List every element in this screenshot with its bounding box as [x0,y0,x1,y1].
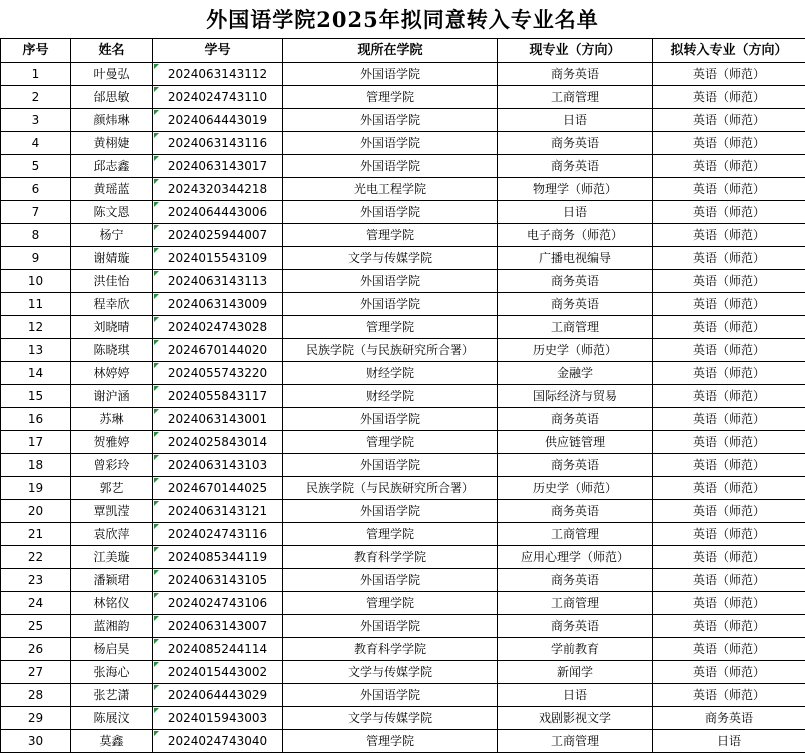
student-id-cell: 2024024743040 [153,730,283,753]
college-cell: 外国语学院 [283,109,498,132]
table-row [1,707,805,730]
table-row [1,523,805,546]
seq-cell: 27 [1,661,71,684]
name-cell: 袁欣萍 [71,523,153,546]
current-major-cell: 物理学（师范） [498,178,653,201]
seq-cell: 30 [1,730,71,753]
seq-cell: 8 [1,224,71,247]
table-row [1,316,805,339]
college-cell: 外国语学院 [283,155,498,178]
target-major-cell: 英语（师范） [653,684,805,707]
current-major-cell: 日语 [498,109,653,132]
table-row [1,155,805,178]
college-cell: 文学与传媒学院 [283,661,498,684]
table-row [1,224,805,247]
name-cell: 陈文恩 [71,201,153,224]
student-id-cell: 2024063143121 [153,500,283,523]
target-major-cell: 英语（师范） [653,339,805,362]
seq-cell: 1 [1,63,71,86]
table-row [1,477,805,500]
current-major-cell: 工商管理 [498,730,653,753]
seq-cell: 9 [1,247,71,270]
name-cell: 程幸欣 [71,293,153,316]
name-cell: 潘颖珺 [71,569,153,592]
current-major-cell: 商务英语 [498,408,653,431]
target-major-cell: 英语（师范） [653,500,805,523]
college-cell: 外国语学院 [283,500,498,523]
table-row [1,339,805,362]
seq-cell: 2 [1,86,71,109]
page-title: 外国语学院2025年拟同意转入专业名单 [206,7,599,32]
seq-cell: 17 [1,431,71,454]
seq-cell: 21 [1,523,71,546]
seq-cell: 11 [1,293,71,316]
target-major-cell: 英语（师范） [653,546,805,569]
target-major-cell: 英语（师范） [653,638,805,661]
current-major-cell: 历史学（师范） [498,339,653,362]
current-major-cell: 商务英语 [498,63,653,86]
name-cell: 郭艺 [71,477,153,500]
target-major-cell: 英语（师范） [653,592,805,615]
current-major-cell: 学前教育 [498,638,653,661]
college-cell: 财经学院 [283,385,498,408]
current-major-cell: 电子商务（师范） [498,224,653,247]
seq-cell: 18 [1,454,71,477]
name-cell: 林婷婷 [71,362,153,385]
seq-cell: 12 [1,316,71,339]
student-id-cell: 2024085344119 [153,546,283,569]
table-row [1,132,805,155]
table-row [1,500,805,523]
current-major-cell: 金融学 [498,362,653,385]
name-cell: 邰思敏 [71,86,153,109]
student-id-cell: 2024015543109 [153,247,283,270]
target-major-cell: 英语（师范） [653,224,805,247]
student-id-cell: 2024085244114 [153,638,283,661]
transfer-list-table [0,38,805,753]
current-major-cell: 商务英语 [498,615,653,638]
student-id-cell: 2024024743106 [153,592,283,615]
seq-cell: 19 [1,477,71,500]
current-major-cell: 应用心理学（师范） [498,546,653,569]
student-id-cell: 2024063143009 [153,293,283,316]
student-id-cell: 2024055843117 [153,385,283,408]
college-cell: 民族学院（与民族研究所合署） [283,339,498,362]
college-cell: 民族学院（与民族研究所合署） [283,477,498,500]
current-major-cell: 商务英语 [498,155,653,178]
name-cell: 谢婧璇 [71,247,153,270]
table-row [1,431,805,454]
target-major-cell: 英语（师范） [653,178,805,201]
college-cell: 管理学院 [283,730,498,753]
header-seq: 序号 [1,39,71,63]
name-cell: 黄栩婕 [71,132,153,155]
current-major-cell: 国际经济与贸易 [498,385,653,408]
current-major-cell: 商务英语 [498,270,653,293]
target-major-cell: 英语（师范） [653,408,805,431]
name-cell: 洪佳怡 [71,270,153,293]
college-cell: 管理学院 [283,523,498,546]
target-major-cell: 商务英语 [653,707,805,730]
target-major-cell: 英语（师范） [653,132,805,155]
student-id-cell: 2024063143116 [153,132,283,155]
current-major-cell: 广播电视编导 [498,247,653,270]
current-major-cell: 工商管理 [498,523,653,546]
target-major-cell: 英语（师范） [653,201,805,224]
table-row [1,638,805,661]
table-row [1,546,805,569]
name-cell: 覃凯滢 [71,500,153,523]
name-cell: 江美璇 [71,546,153,569]
current-major-cell: 日语 [498,684,653,707]
target-major-cell: 英语（师范） [653,454,805,477]
target-major-cell: 英语（师范） [653,477,805,500]
college-cell: 管理学院 [283,592,498,615]
student-id-cell: 2024064443029 [153,684,283,707]
table-row [1,362,805,385]
student-id-cell: 2024670144020 [153,339,283,362]
current-major-cell: 供应链管理 [498,431,653,454]
target-major-cell: 英语（师范） [653,362,805,385]
table-row [1,454,805,477]
header-current-college: 现所在学院 [283,39,498,63]
name-cell: 张海心 [71,661,153,684]
student-id-cell: 2024063143113 [153,270,283,293]
student-id-cell: 2024015443002 [153,661,283,684]
table-row [1,661,805,684]
current-major-cell: 历史学（师范） [498,477,653,500]
seq-cell: 26 [1,638,71,661]
current-major-cell: 商务英语 [498,454,653,477]
table-row [1,270,805,293]
name-cell: 杨启昊 [71,638,153,661]
college-cell: 外国语学院 [283,293,498,316]
header-student-id: 学号 [153,39,283,63]
seq-cell: 16 [1,408,71,431]
target-major-cell: 英语（师范） [653,615,805,638]
college-cell: 教育科学学院 [283,546,498,569]
current-major-cell: 新闻学 [498,661,653,684]
name-cell: 杨宁 [71,224,153,247]
student-id-cell: 2024063143103 [153,454,283,477]
student-id-cell: 2024670144025 [153,477,283,500]
table-row [1,730,805,753]
target-major-cell: 英语（师范） [653,155,805,178]
student-id-cell: 2024320344218 [153,178,283,201]
student-id-cell: 2024064443019 [153,109,283,132]
table-row [1,178,805,201]
seq-cell: 28 [1,684,71,707]
name-cell: 莫鑫 [71,730,153,753]
target-major-cell: 英语（师范） [653,293,805,316]
seq-cell: 20 [1,500,71,523]
table-row [1,385,805,408]
college-cell: 外国语学院 [283,684,498,707]
seq-cell: 29 [1,707,71,730]
target-major-cell: 英语（师范） [653,569,805,592]
seq-cell: 23 [1,569,71,592]
student-id-cell: 2024024743028 [153,316,283,339]
name-cell: 苏琳 [71,408,153,431]
student-id-cell: 2024063143007 [153,615,283,638]
target-major-cell: 英语（师范） [653,109,805,132]
name-cell: 邱志鑫 [71,155,153,178]
college-cell: 外国语学院 [283,63,498,86]
seq-cell: 22 [1,546,71,569]
table-row [1,615,805,638]
college-cell: 管理学院 [283,86,498,109]
target-major-cell: 英语（师范） [653,316,805,339]
college-cell: 外国语学院 [283,408,498,431]
table-row [1,63,805,86]
seq-cell: 24 [1,592,71,615]
student-id-cell: 2024063143001 [153,408,283,431]
seq-cell: 4 [1,132,71,155]
seq-cell: 14 [1,362,71,385]
seq-cell: 25 [1,615,71,638]
college-cell: 外国语学院 [283,569,498,592]
college-cell: 文学与传媒学院 [283,247,498,270]
table-row [1,293,805,316]
table-row [1,569,805,592]
name-cell: 颜炜琳 [71,109,153,132]
student-id-cell: 2024025944007 [153,224,283,247]
student-id-cell: 2024015943003 [153,707,283,730]
college-cell: 外国语学院 [283,270,498,293]
table-row [1,109,805,132]
college-cell: 外国语学院 [283,132,498,155]
current-major-cell: 工商管理 [498,86,653,109]
name-cell: 贺雅婷 [71,431,153,454]
current-major-cell: 工商管理 [498,592,653,615]
target-major-cell: 英语（师范） [653,86,805,109]
table-row [1,201,805,224]
name-cell: 蓝湘韵 [71,615,153,638]
college-cell: 管理学院 [283,316,498,339]
header-current-major: 现专业（方向） [498,39,653,63]
college-cell: 管理学院 [283,431,498,454]
target-major-cell: 英语（师范） [653,385,805,408]
seq-cell: 5 [1,155,71,178]
table-header-row [1,39,805,63]
seq-cell: 3 [1,109,71,132]
college-cell: 外国语学院 [283,615,498,638]
college-cell: 光电工程学院 [283,178,498,201]
name-cell: 林铭仪 [71,592,153,615]
current-major-cell: 商务英语 [498,500,653,523]
name-cell: 谢沪涵 [71,385,153,408]
name-cell: 陈晓琪 [71,339,153,362]
name-cell: 陈展汶 [71,707,153,730]
student-id-cell: 2024063143017 [153,155,283,178]
seq-cell: 7 [1,201,71,224]
target-major-cell: 英语（师范） [653,270,805,293]
college-cell: 外国语学院 [283,201,498,224]
name-cell: 曾彩玲 [71,454,153,477]
table-row [1,86,805,109]
college-cell: 财经学院 [283,362,498,385]
student-id-cell: 2024025843014 [153,431,283,454]
table-row [1,247,805,270]
current-major-cell: 商务英语 [498,293,653,316]
header-name: 姓名 [71,39,153,63]
target-major-cell: 英语（师范） [653,431,805,454]
name-cell: 黄瑶蓝 [71,178,153,201]
target-major-cell: 英语（师范） [653,661,805,684]
current-major-cell: 戏剧影视文学 [498,707,653,730]
seq-cell: 13 [1,339,71,362]
header-target-major: 拟转入专业（方向） [653,39,805,63]
college-cell: 文学与传媒学院 [283,707,498,730]
student-id-cell: 2024024743116 [153,523,283,546]
target-major-cell: 日语 [653,730,805,753]
student-id-cell: 2024055743220 [153,362,283,385]
current-major-cell: 工商管理 [498,316,653,339]
current-major-cell: 商务英语 [498,569,653,592]
seq-cell: 15 [1,385,71,408]
college-cell: 管理学院 [283,224,498,247]
current-major-cell: 日语 [498,201,653,224]
student-id-cell: 2024024743110 [153,86,283,109]
seq-cell: 10 [1,270,71,293]
table-row [1,684,805,707]
seq-cell: 6 [1,178,71,201]
table-row [1,592,805,615]
target-major-cell: 英语（师范） [653,523,805,546]
current-major-cell: 商务英语 [498,132,653,155]
name-cell: 叶曼弘 [71,63,153,86]
student-id-cell: 2024063143112 [153,63,283,86]
student-id-cell: 2024064443006 [153,201,283,224]
name-cell: 张艺潇 [71,684,153,707]
college-cell: 教育科学学院 [283,638,498,661]
college-cell: 外国语学院 [283,454,498,477]
target-major-cell: 英语（师范） [653,247,805,270]
student-id-cell: 2024063143105 [153,569,283,592]
table-row [1,408,805,431]
name-cell: 刘晓晴 [71,316,153,339]
target-major-cell: 英语（师范） [653,63,805,86]
